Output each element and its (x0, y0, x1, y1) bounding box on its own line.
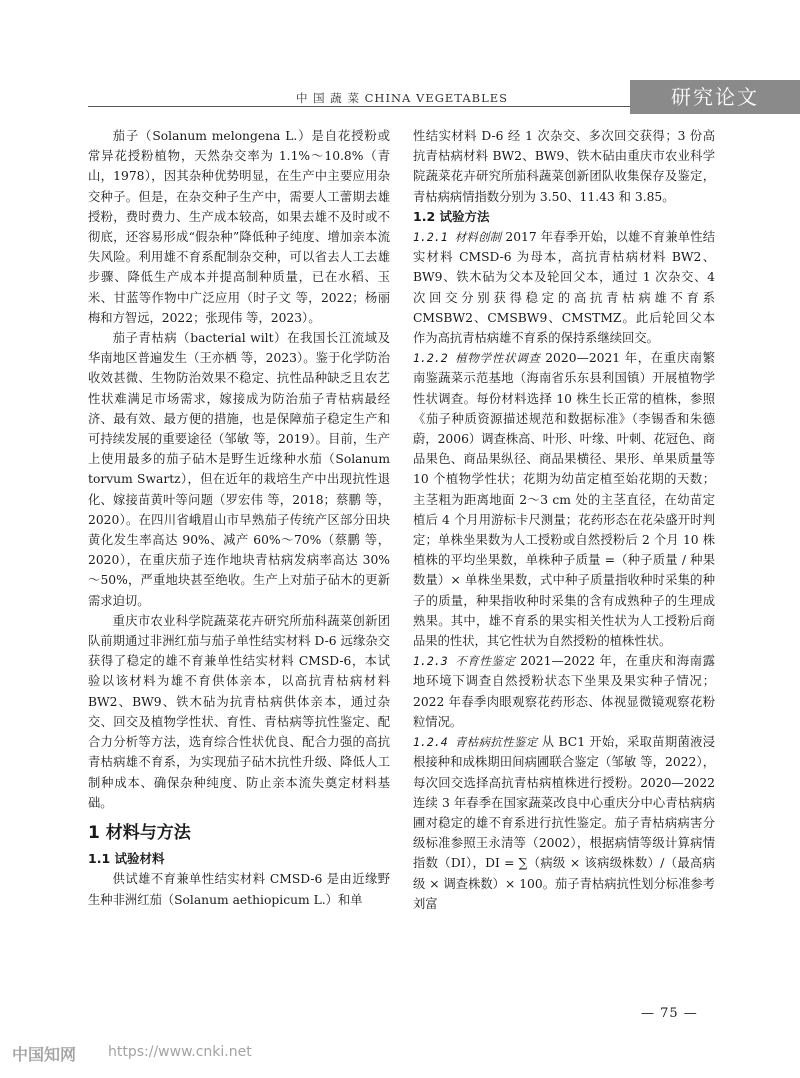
paragraph: 茄子青枯病（bacterial wilt）在我国长江流域及华南地区普遍发生（王亦栖 等，2023）。鉴于化学防治收效甚微、生物防治效果不稳定、抗性品种缺乏且农艺性状难满足市场需求，嫁接成为防治茄子青枯病最经济、最有效、最方便的措施，也是保障茄子稳定生产和可持续发展的重要途径（邹敏 等，2019）。目前，生产上使用最多的茄子砧木是野生近缘种水茄（Solanum torvum Swartz），但在近年的栽培生产中出现抗性退化、嫁接苗黄叶等问题（罗宏伟 等，2018；蔡鹏 等，2020）。在四川省峨眉山市早熟茄子传统产区部分田块黄化发生率高达 90%、减产 60%～70%（蔡鹏 等，2020），在重庆茄子连作地块青枯病发病率高达 30%～50%，严重地块甚至绝收。生产上对茄子砧木的更新需求迫切。 (88, 331, 390, 608)
paragraph: 供试雄不育兼单性结实材料 CMSD-6 是由近缘野生种非洲红茄（Solanum aethiopicum L.）和单 (88, 872, 390, 907)
cnki-logo: 中国知网 (12, 1045, 77, 1064)
cnki-url[interactable]: https://www.cnki.net (108, 1044, 252, 1060)
subsubsection-label: 1.2.3 不育性鉴定 (413, 654, 516, 669)
paragraph-text: 从 BC1 开始，采取苗期菌液浸根接种和成株期田间病圃联合鉴定（邹敏 等，2022），每次回交选择高抗青枯病植株进行授粉。2020—2022 连续 3 年春季在国家蔬菜改良中心重庆分中心青枯病病圃对稳定的雄不育系进行抗性鉴定。茄子青枯病病害分级标准参照王永清等（2002），根据病情等级计算病情指数（DI），DI = ∑（病级 × 该病级株数）/（最高病级 × 调查株数）× 100。茄子青枯病抗性划分标准参考刘富 (413, 735, 715, 911)
page-number: — 75 — (641, 1006, 698, 1021)
subsubsection-label: 1.2.2 植物学性状调查 (413, 351, 541, 366)
journal-name: 中 国 蔬 菜 CHINA VEGETABLES (296, 91, 509, 105)
right-column (413, 126, 715, 914)
subsection-heading: 1.1 试验材料 (88, 851, 165, 867)
paragraph: 性结实材料 D-6 经 1 次杂交、多次回交获得；3 份高抗青枯病材料 BW2、BW9、铁木砧由重庆市农业科学院蔬菜花卉研究所茄科蔬菜创新团队收集保存及鉴定，青枯病病情指数分别为 3.50、11.43 和 3.85。 (413, 129, 715, 204)
paragraph (413, 651, 715, 732)
subsection-heading: 1.2 试验方法 (413, 208, 490, 224)
paragraph: 重庆市农业科学院蔬菜花卉研究所茄科蔬菜创新团队前期通过非洲红茄与茄子单性结实材料 D-6 远缘杂交获得了稳定的雄不育兼单性结实材料 CMSD-6，本试验以该材料为雄不育供体亲本，以高抗青枯病材料 BW2、BW9、铁木砧为抗青枯病供体亲本，通过杂交、回交及植物学性状、育性、青枯病等抗性鉴定、配合力分析等方法，选育综合性状优良、配合力强的高抗青枯病雄不育系，为实现茄子砧木抗性升级、降低人工制种成本、确保杂种纯度、防止亲本流失奠定材料基础。 (88, 613, 390, 810)
section-heading: 1 材料与方法 (88, 822, 191, 843)
paragraph (413, 348, 715, 651)
paragraph-text: 2020—2021 年，在重庆南繁南鉴蔬菜示范基地（海南省乐东县利国镇）开展植物学性状调查。每份材料选择 10 株生长正常的植株，参照《茄子种质资源描述规范和数据标准》（李锡香和朱德蔚，2006）调查株高、叶形、叶缘、叶刺、花冠色、商品果色、商品果纵径、商品果横径、果形、单果质量等 10 个植物学性状；花期为幼苗定植至始花期的天数；主茎粗为距离地面 2～3 cm 处的主茎直径，在幼苗定植后 4 个月用游标卡尺测量；花药形态在花朵盛开时判定；单株坐果数为人工授粉或自然授粉后 2 个月 10 株植株的平均坐果数，单株种子质量 =（种子质量 / 种果数量）× 单株坐果数，式中种子质量指收种时采集的种子的质量，种果指收种时采集的含有成熟种子的生理成熟果。其中，雄不育系的果实相关性状为人工授粉后商品果的性状，其它性状为自然授粉的植株性状。 (413, 351, 715, 649)
paragraph-text: 2017 年春季开始，以雄不育兼单性结实材料 CMSD-6 为母本，高抗青枯病材料 BW2、BW9、铁木砧为父本及轮回父本，通过 1 次杂交、4 次回交分别获得稳定的高抗青枯病雄不育系 CMSBW2、CMSBW9、CMSTMZ。此后轮回父本作为高抗青枯病雄不育系的保持系继续回交。 (413, 230, 715, 346)
paragraph: 茄子（Solanum melongena L.）是自花授粉或常异花授粉植物，天然杂交率为 1.1%～10.8%（青山，1978），因其杂种优势明显，在生产中主要应用杂交种子。但是，在杂交种子生产中，需要人工蕾期去雄授粉，费时费力、生产成本较高，如果去雄不及时或不彻底，还容易形成“假杂种”降低种子纯度、增加亲本流失风险。利用雄不育系配制杂交种，可以省去人工去雄步骤、降低生产成本并提高制种质量，已在水稻、玉米、甘蓝等作物中广泛应用（时子文 等，2022；杨丽梅和方智远，2022；张现伟 等，2023）。 (88, 129, 390, 325)
left-column (88, 126, 390, 910)
header-rule (88, 106, 630, 107)
subsubsection-label: 1.2.1 材料创制 (413, 230, 502, 245)
footer (0, 1028, 800, 1078)
subsubsection-label: 1.2.4 青枯病抗性鉴定 (413, 735, 538, 750)
paragraph-text: 2021—2022 年，在重庆和海南露地环境下调查自然授粉状态下坐果及果实种子情况；2022 年春季肉眼观察花药形态、体视显微镜观察花粉粒情况。 (413, 654, 715, 729)
section-badge: 研究论文 (630, 80, 800, 114)
page-header (0, 0, 800, 109)
paragraph (413, 732, 715, 914)
paragraph (413, 227, 715, 348)
